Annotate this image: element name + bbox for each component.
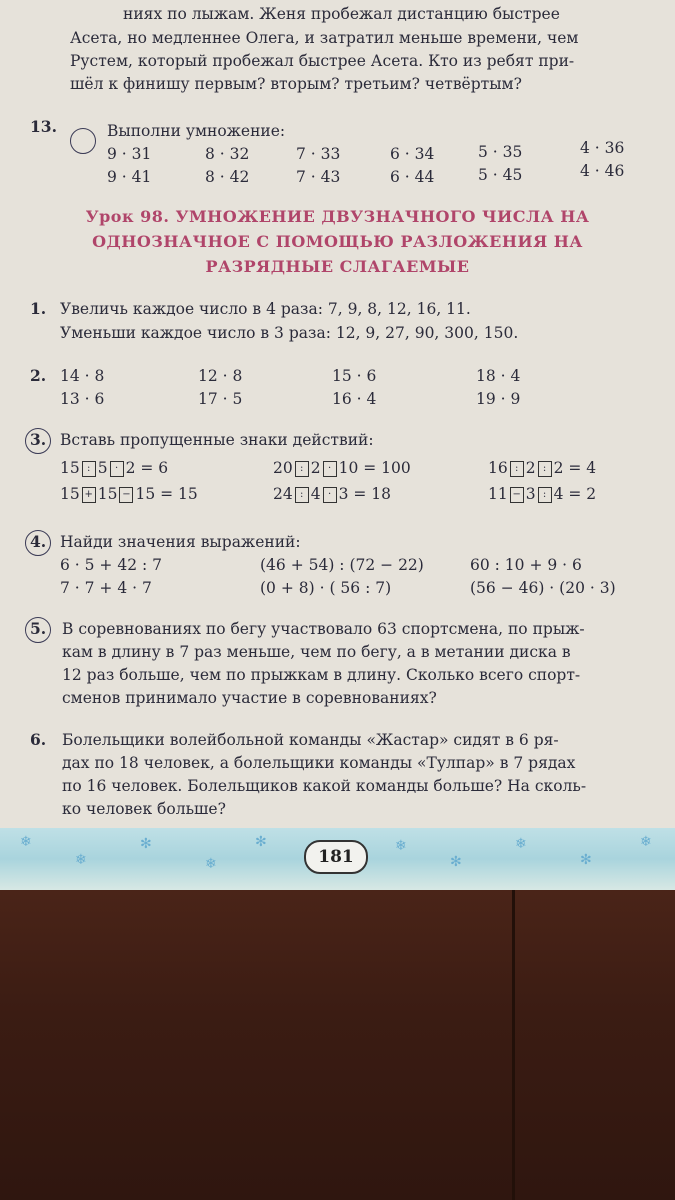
- task4-r1c2: (46 + 54) : (72 − 22): [260, 556, 424, 574]
- task5-number: 5.: [30, 619, 47, 638]
- snowflake-icon: ❄: [515, 836, 527, 852]
- task13-r2c6: 4 · 46: [580, 162, 625, 180]
- task3-eq-1a: 15 : 5 · 2 = 6: [60, 459, 169, 477]
- task6-line3: по 16 человек. Болельщиков какой команды больше? На сколь-: [62, 777, 587, 795]
- task6-line1: Болельщики волейбольной команды «Жастар» сидят в 6 ря-: [62, 731, 559, 749]
- task6-number: 6.: [30, 730, 47, 749]
- lesson-title-line2: ОДНОЗНАЧНОЕ С ПОМОЩЬЮ РАЗЛОЖЕНИЯ НА: [92, 232, 583, 251]
- task2-r1c1: 14 · 8: [60, 367, 105, 385]
- snowflake-icon: ✻: [580, 852, 592, 868]
- task4-r2c1: 7 · 7 + 4 · 7: [60, 579, 152, 597]
- task4-r1c1: 6 · 5 + 42 : 7: [60, 556, 163, 574]
- answer-box[interactable]: +: [82, 487, 96, 503]
- task2-r1c2: 12 · 8: [198, 367, 243, 385]
- task13-r2c1: 9 · 41: [107, 168, 152, 186]
- task1-number: 1.: [30, 299, 47, 318]
- answer-box[interactable]: ·: [323, 461, 337, 477]
- task13-r2c2: 8 · 42: [205, 168, 250, 186]
- task1-line1: Увеличь каждое число в 4 раза: 7, 9, 8, 12, 16, 11.: [60, 300, 471, 318]
- task6-line2: дах по 18 человек, а болельщики команды «Тулпар» в 7 рядах: [62, 754, 576, 772]
- task3-eq-2b: 24 : 4 · 3 = 18: [273, 485, 392, 503]
- task4-number: 4.: [30, 532, 47, 551]
- top-text-line4: шёл к финишу первым? вторым? третьим? четвёртым?: [70, 75, 522, 93]
- task5-line4: сменов принимало участие в соревнованиях?: [62, 689, 437, 707]
- top-text-line2: Асета, но медленнее Олега, и затратил меньше времени, чем: [70, 29, 579, 47]
- task13-r1c1: 9 · 31: [107, 145, 152, 163]
- task2-r2c4: 19 · 9: [476, 390, 521, 408]
- task3-number: 3.: [30, 430, 47, 449]
- task13-r2c4: 6 · 44: [390, 168, 435, 186]
- lesson-title-line3: РАЗРЯДНЫЕ СЛАГАЕМЫЕ: [205, 257, 470, 276]
- snowflake-icon: ❄: [640, 834, 652, 850]
- task3-eq-2a: 15 + 15 − 15 = 15: [60, 485, 198, 503]
- task13-r1c5: 5 · 35: [478, 143, 523, 161]
- task2-r2c3: 16 · 4: [332, 390, 377, 408]
- task4-title: Найди значения выражений:: [60, 533, 301, 551]
- answer-box[interactable]: ·: [323, 487, 337, 503]
- task5-line1: В соревнованиях по бегу участвовало 63 спортсмена, по прыж-: [62, 620, 585, 638]
- page-number: 181: [304, 840, 368, 874]
- top-text-line3: Рустем, который пробежал быстрее Асета. Кто из ребят при-: [70, 52, 575, 70]
- task4-r2c3: (56 − 46) · (20 · 3): [470, 579, 616, 597]
- task3-eq-1c: 16 : 2 : 2 = 4: [488, 459, 597, 477]
- snowflake-icon: ❄: [395, 838, 407, 854]
- wooden-surface: [0, 890, 675, 1200]
- task13-number: 13.: [30, 117, 57, 136]
- task3-title: Вставь пропущенные знаки действий:: [60, 431, 374, 449]
- task13-r1c3: 7 · 33: [296, 145, 341, 163]
- answer-box[interactable]: :: [295, 487, 309, 503]
- answer-box[interactable]: ·: [110, 461, 124, 477]
- task5-line2: кам в длину в 7 раз меньше, чем по бегу, а в метании диска в: [62, 643, 571, 661]
- snowflake-icon: ✻: [255, 834, 267, 850]
- answer-box[interactable]: :: [82, 461, 96, 477]
- answer-box[interactable]: :: [510, 461, 524, 477]
- task13-r1c4: 6 · 34: [390, 145, 435, 163]
- task13-r1c6: 4 · 36: [580, 139, 625, 157]
- task13-r1c2: 8 · 32: [205, 145, 250, 163]
- answer-box[interactable]: :: [538, 461, 552, 477]
- task6-line4: ко человек больше?: [62, 800, 226, 818]
- task5-line3: 12 раз больше, чем по прыжкам в длину. Сколько всего спорт-: [62, 666, 581, 684]
- snowflake-icon: ❄: [75, 852, 87, 868]
- answer-box[interactable]: :: [295, 461, 309, 477]
- task4-r2c2: (0 + 8) · ( 56 : 7): [260, 579, 392, 597]
- task4-r1c3: 60 : 10 + 9 · 6: [470, 556, 582, 574]
- task2-r1c4: 18 · 4: [476, 367, 521, 385]
- wood-seam: [512, 890, 515, 1200]
- task1-line2: Уменьши каждое число в 3 раза: 12, 9, 27, 90, 300, 150.: [60, 324, 519, 342]
- task13-r2c3: 7 · 43: [296, 168, 341, 186]
- task2-number: 2.: [30, 366, 47, 385]
- lesson-title-line1: Урок 98. УМНОЖЕНИЕ ДВУЗНАЧНОГО ЧИСЛА НА: [85, 207, 590, 226]
- snowflake-icon: ✻: [140, 836, 152, 852]
- snowflake-icon: ❄: [205, 856, 217, 872]
- task13-title: Выполни умножение:: [107, 122, 286, 140]
- task13-r2c5: 5 · 45: [478, 166, 523, 184]
- answer-box[interactable]: −: [510, 487, 524, 503]
- snowflake-icon: ❄: [20, 834, 32, 850]
- task2-r2c2: 17 · 5: [198, 390, 243, 408]
- task2-r1c3: 15 · 6: [332, 367, 377, 385]
- task13-circle-icon: [70, 128, 96, 154]
- task3-eq-2c: 11 − 3 : 4 = 2: [488, 485, 597, 503]
- answer-box[interactable]: −: [119, 487, 133, 503]
- top-text-line1: ниях по лыжам. Женя пробежал дистанцию быстрее: [123, 5, 560, 23]
- answer-box[interactable]: :: [538, 487, 552, 503]
- task3-eq-1b: 20 : 2 · 10 = 100: [273, 459, 411, 477]
- task2-r2c1: 13 · 6: [60, 390, 105, 408]
- snowflake-icon: ✻: [450, 854, 462, 870]
